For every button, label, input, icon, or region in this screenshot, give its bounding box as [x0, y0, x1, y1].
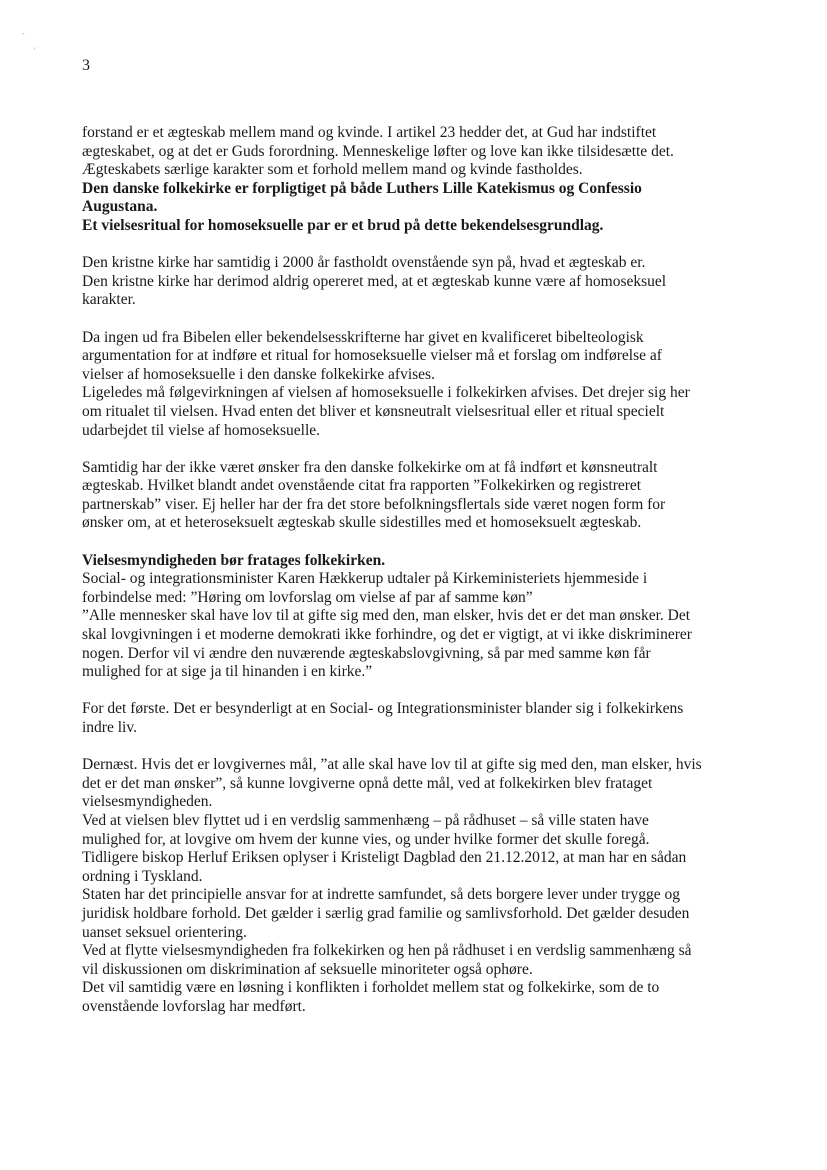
text-line: det er det man ønsker”, så kunne lovgiverne opnå dette mål, ved at folkekirken blev frataget [82, 774, 653, 792]
text-line: Social- og integrationsminister Karen Hækkerup udtaler på Kirkeministeriets hjemmeside i [82, 570, 648, 588]
text-line: argumentation for at indføre et ritual for homoseksuelle vielser må et forslag om indførelse af [82, 347, 662, 365]
text-line: For det første. Det er besynderligt at en Social- og Integrationsminister blander sig i folkekirkens [82, 700, 684, 718]
text-line: indre liv. [82, 719, 137, 736]
document-body [82, 124, 752, 1017]
paragraph-gap [82, 533, 752, 552]
text-line: forstand er et ægteskab mellem mand og kvinde. I artikel 23 hedder det, at Gud har indstiftet [82, 124, 657, 141]
text-line: ønsker om, at et heteroseksuelt ægteskab skulle sidestilles med et homoseksuelt ægteskab. [82, 514, 642, 532]
text-line: Ægteskabets særlige karakter som et forhold mellem mand og kvinde fastholdes. [82, 161, 583, 179]
text-line: skal lovgivningen i et moderne demokrati ikke forhindre, og det er vigtigt, at vi ikke diskriminerer [82, 626, 692, 644]
text-line: Ved at flytte vielsesmyndigheden fra folkekirken og hen på rådhuset i en verdslig sammenhæng så [82, 942, 692, 960]
text-line: Den kristne kirke har derimod aldrig opereret med, at et ægteskab kunne være af homoseksuel [82, 272, 667, 290]
paragraph-gap [82, 738, 752, 757]
text-line: ”Alle mennesker skal have lov til at gifte sig med den, man elsker, hvis det er det man ønsker. Det [82, 607, 691, 625]
paragraph-gap [82, 440, 752, 459]
paragraph [82, 329, 752, 441]
text-line: vielsesmyndigheden. [82, 793, 213, 811]
paragraph-gap [82, 682, 752, 701]
paragraph [82, 552, 752, 682]
text-line: Ligeledes må følgevirkningen af vielsen af homoseksuelle i folkekirken afvises. Det drejer sig her [82, 384, 690, 402]
paragraph [82, 459, 752, 533]
text-line: ægteskab. Hvilket blandt andet ovenstående citat fra rapporten ”Folkekirken og registreret [82, 477, 642, 495]
paragraph-gap [82, 236, 752, 255]
text-line: ovenstående lovforslag har medført. [82, 997, 306, 1015]
scan-mark: ' [34, 46, 36, 55]
paragraph [82, 124, 752, 236]
text-line: Dernæst. Hvis det er lovgivernes mål, ”at alle skal have lov til at gifte sig med den, man elsker, hvis [82, 756, 702, 774]
text-line: om ritualet til vielsen. Hvad enten det bliver et kønsneutralt vielsesritual eller et ritual specielt [82, 402, 665, 420]
text-line: forbindelse med: ”Høring om lovforslag om vielse af par af samme køn” [82, 588, 533, 606]
paragraph-gap [82, 310, 752, 329]
text-line: uanset seksuel orientering. [82, 923, 247, 941]
text-line: Det vil samtidig være en løsning i konflikten i forholdet mellem stat og folkekirke, som de to [82, 979, 660, 997]
text-line: vil diskussionen om diskrimination af seksuelle minoriteter også ophøre. [82, 960, 533, 978]
text-line: udarbejdet til vielse af homoseksuelle. [82, 421, 321, 439]
scan-mark: - [22, 29, 25, 38]
text-line: partnerskab” viser. Ej heller har der fra det store befolkningsflertals side været nogen form for [82, 495, 666, 513]
bold-text-line: Et vielsesritual for homoseksuelle par er et brud på dette bekendelsesgrundlag. [82, 216, 604, 234]
bold-text-line: Vielsesmyndigheden bør fratages folkekirken. [82, 551, 386, 569]
paragraph [82, 700, 752, 737]
text-line: Staten har det principielle ansvar for at indrette samfundet, så dets borgere lever under trygge og [82, 886, 680, 904]
text-line: Den kristne kirke har samtidig i 2000 år fastholdt ovenstående syn på, hvad et ægteskab er. [82, 254, 646, 272]
text-line: ægteskabet, og at det er Guds forordning. Menneskelige løfter og love kan ikke tilsidesætte det. [82, 142, 674, 160]
text-line: Tidligere biskop Herluf Eriksen oplyser i Kristeligt Dagblad den 21.12.2012, at man har en sådan [82, 849, 687, 867]
paragraph [82, 254, 752, 310]
text-line: juridisk holdbare forhold. Det gælder i særlig grad familie og samlivsforhold. Det gælder desuden [82, 904, 690, 922]
text-line: nogen. Derfor vil vi ændre den nuværende ægteskabslovgivning, så par med samme køn får [82, 644, 651, 662]
paragraph [82, 756, 752, 1016]
text-line: vielser af homoseksuelle i den danske folkekirke afvises. [82, 365, 435, 383]
text-line: Samtidig har der ikke været ønsker fra den danske folkekirke om at få indført et kønsneutralt [82, 458, 658, 476]
page-number: 3 [82, 57, 90, 74]
bold-text-line: Den danske folkekirke er forpligtiget på både Luthers Lille Katekismus og Confessio [82, 179, 642, 197]
bold-text-line: Augustana. [82, 198, 158, 216]
text-line: Ved at vielsen blev flyttet ud i en verdslig sammenhæng – på rådhuset – så ville staten have [82, 811, 649, 829]
text-line: ordning i Tyskland. [82, 867, 203, 885]
text-line: Da ingen ud fra Bibelen eller bekendelsesskrifterne har givet en kvalificeret bibelteologisk [82, 328, 644, 346]
text-line: mulighed for at sige ja til hinanden i en kirke.” [82, 663, 373, 681]
text-line: karakter. [82, 291, 136, 309]
text-line: mulighed for, at lovgive om hvem der kunne vies, og under hvilke former det skulle foregå. [82, 830, 650, 848]
